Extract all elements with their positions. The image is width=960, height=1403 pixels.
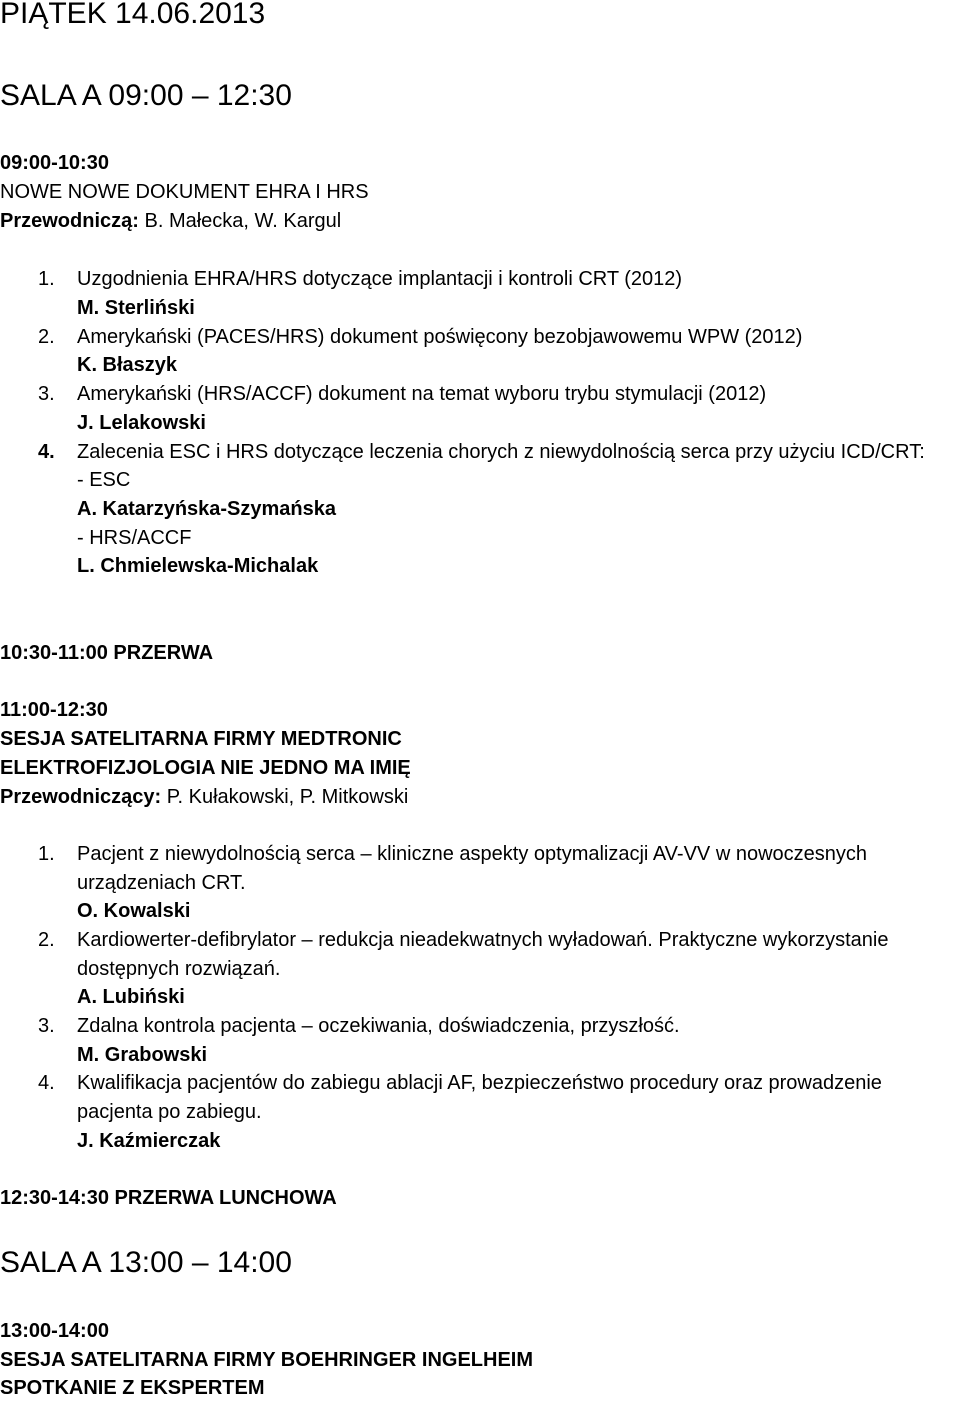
lecture-title: Zdalna kontrola pacjenta – oczekiwania, doświadczenia, przyszłość. bbox=[77, 1015, 680, 1037]
lecture-speaker: A. Katarzyńska-Szymańska bbox=[77, 498, 337, 520]
session-time: 11:00-12:30 bbox=[0, 699, 108, 721]
session-title: NOWE NOWE DOKUMENT EHRA I HRS bbox=[0, 181, 369, 203]
lecture-speaker: O. Kowalski bbox=[77, 900, 191, 922]
room-heading: SALA A 09:00 – 12:30 bbox=[0, 79, 292, 112]
lecture-title: Kwalifikacja pacjentów do zabiegu ablacji AF, bezpieczeństwo procedury oraz prowadzenie bbox=[77, 1072, 882, 1094]
day-title: PIĄTEK 14.06.2013 bbox=[0, 0, 266, 30]
lecture-title: Pacjent z niewydolnością serca – kliniczne aspekty optymalizacji AV-VV w nowoczesnych bbox=[77, 843, 867, 865]
lecture-title: Zalecenia ESC i HRS dotyczące leczenia chorych z niewydolnością serca przy użyciu ICD/CRT: bbox=[77, 441, 925, 463]
session-chairs bbox=[0, 783, 408, 812]
lecture-title: Amerykański (PACES/HRS) dokument poświęcony bezobjawowemu WPW (2012) bbox=[77, 326, 803, 348]
lecture-speaker: A. Lubiński bbox=[77, 986, 185, 1008]
session-chairs bbox=[0, 207, 341, 236]
lecture-title: Kardiowerter-defibrylator – redukcja nieadekwatnych wyładowań. Praktyczne wykorzystanie bbox=[77, 929, 889, 951]
item-number: 1. bbox=[38, 843, 55, 865]
lecture-title-cont: pacjenta po zabiegu. bbox=[77, 1101, 262, 1123]
lecture-title: Uzgodnienia EHRA/HRS dotyczące implantacji i kontroli CRT (2012) bbox=[77, 268, 683, 290]
session-subtitle: SPOTKANIE Z EKSPERTEM bbox=[0, 1377, 265, 1399]
break-heading: 12:30-14:30 PRZERWA LUNCHOWA bbox=[0, 1187, 337, 1209]
item-number: 3. bbox=[38, 1015, 55, 1037]
lecture-title: Amerykański (HRS/ACCF) dokument na temat wyboru trybu stymulacji (2012) bbox=[77, 383, 767, 405]
chairs-label: Przewodniczą: bbox=[0, 210, 139, 232]
lecture-subtitle: - HRS/ACCF bbox=[77, 527, 192, 549]
lecture-speaker: J. Kaźmierczak bbox=[77, 1130, 221, 1152]
item-number: 4. bbox=[38, 441, 55, 463]
lecture-speaker: K. Błaszyk bbox=[77, 354, 178, 376]
room-heading: SALA A 13:00 – 14:00 bbox=[0, 1246, 292, 1279]
session-subtitle: ELEKTROFIZJOLOGIA NIE JEDNO MA IMIĘ bbox=[0, 757, 411, 779]
chairs-label: Przewodniczący: bbox=[0, 786, 162, 808]
lecture-speaker: M. Grabowski bbox=[77, 1044, 208, 1066]
lecture-title-cont: dostępnych rozwiązań. bbox=[77, 958, 281, 980]
session-time: 09:00-10:30 bbox=[0, 152, 109, 174]
lecture-speaker: L. Chmielewska-Michalak bbox=[77, 555, 319, 577]
lecture-title-cont: urządzeniach CRT. bbox=[77, 872, 246, 894]
item-number: 3. bbox=[38, 383, 55, 405]
lecture-speaker: J. Lelakowski bbox=[77, 412, 206, 434]
item-number: 1. bbox=[38, 268, 55, 290]
item-number: 4. bbox=[38, 1072, 55, 1094]
session-title: SESJA SATELITARNA FIRMY BOEHRINGER INGELHEIM bbox=[0, 1349, 533, 1371]
chairs-names: P. Kułakowski, P. Mitkowski bbox=[166, 786, 409, 808]
item-number: 2. bbox=[38, 326, 55, 348]
chairs-names: B. Małecka, W. Kargul bbox=[144, 210, 342, 232]
lecture-speaker: M. Sterliński bbox=[77, 297, 195, 319]
lecture-subtitle: - ESC bbox=[77, 469, 131, 491]
item-number: 2. bbox=[38, 929, 55, 951]
session-title: SESJA SATELITARNA FIRMY MEDTRONIC bbox=[0, 728, 402, 750]
break-heading: 10:30-11:00 PRZERWA bbox=[0, 642, 214, 664]
session-time: 13:00-14:00 bbox=[0, 1320, 109, 1342]
